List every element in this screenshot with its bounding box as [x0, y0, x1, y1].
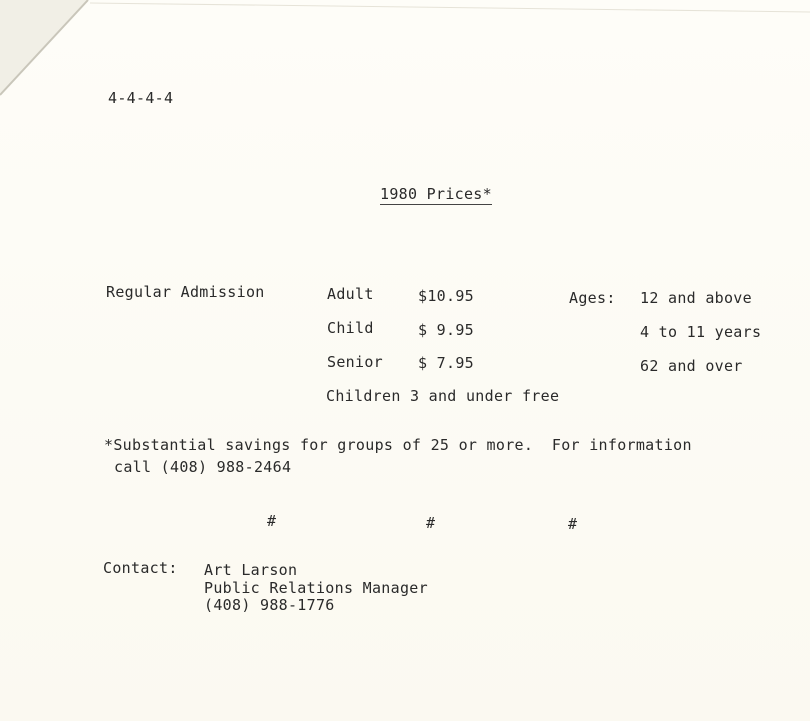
ticket-type-senior: Senior [327, 353, 383, 371]
end-mark: # [426, 514, 436, 532]
price-senior: $ 7.95 [418, 354, 474, 372]
page-title: 1980 Prices* [380, 185, 492, 203]
footnote-line-2: call (408) 988-2464 [114, 458, 292, 476]
admission-category: Regular Admission [106, 283, 265, 301]
ticket-type-child: Child [327, 319, 374, 337]
page-code: 4-4-4-4 [108, 89, 174, 107]
ages-adult: 12 and above [640, 289, 752, 307]
end-mark: # [267, 512, 277, 530]
ages-label: Ages: [569, 289, 616, 307]
price-adult: $10.95 [418, 287, 474, 305]
contact-phone: (408) 988-1776 [204, 596, 335, 614]
contact-role: Public Relations Manager [204, 579, 428, 597]
ticket-type-adult: Adult [327, 285, 374, 303]
contact-name: Art Larson [204, 561, 298, 579]
end-mark: # [568, 515, 578, 533]
children-free-note: Children 3 and under free [326, 387, 560, 405]
contact-label: Contact: [103, 559, 178, 577]
ages-child: 4 to 11 years [640, 323, 762, 341]
price-child: $ 9.95 [418, 321, 474, 339]
footnote-line-1: *Substantial savings for groups of 25 or more. For information [104, 436, 692, 454]
ages-senior: 62 and over [640, 357, 743, 375]
